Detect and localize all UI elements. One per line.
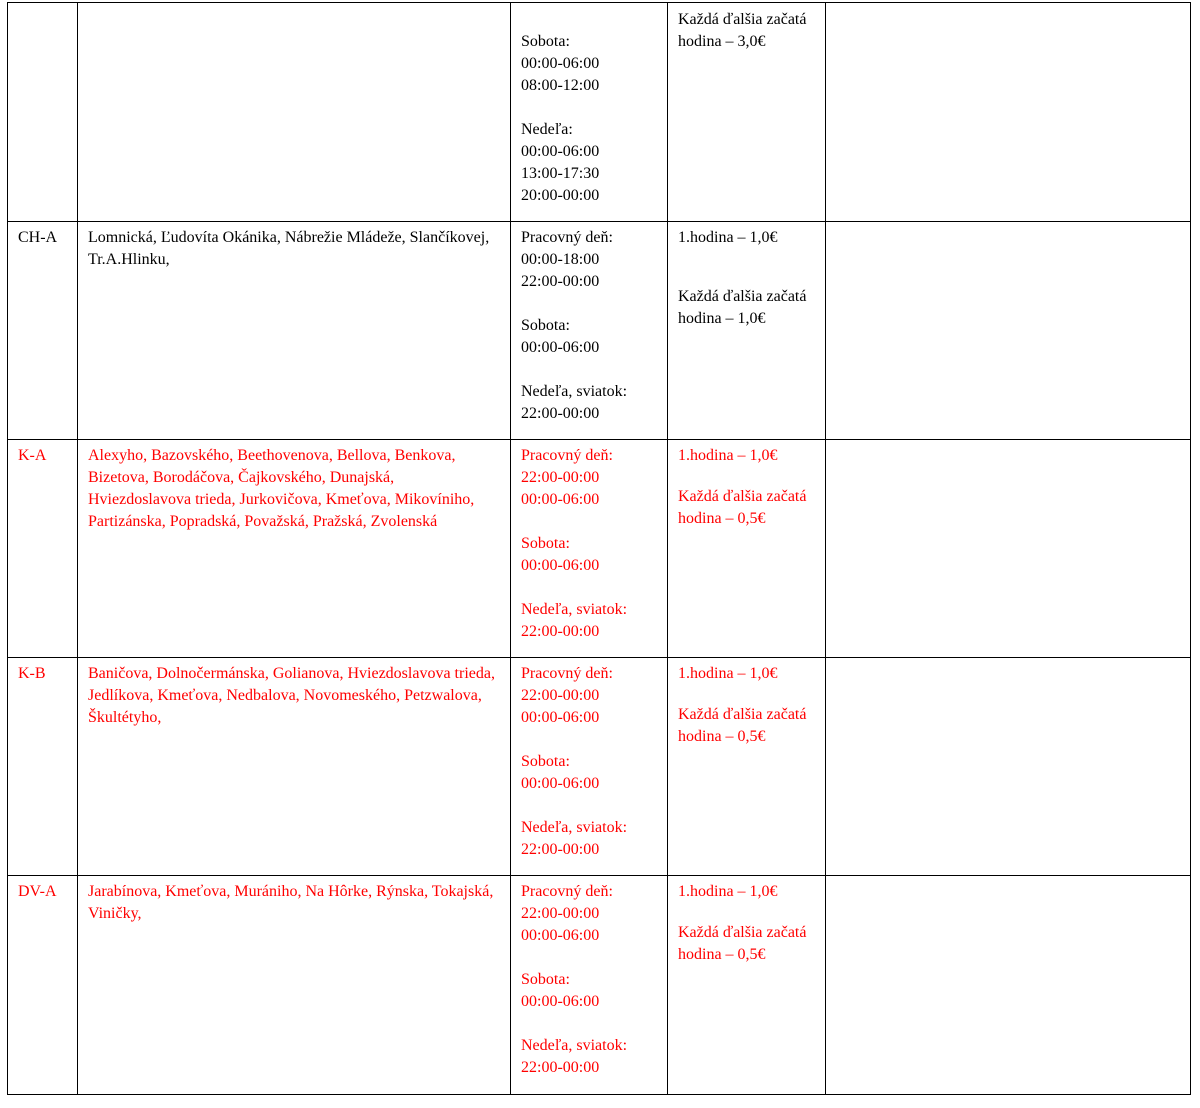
zone-code-cell: [8, 876, 78, 1095]
sunday-interval: 22:00-00:00: [521, 405, 600, 422]
saturday-label: Sobota:: [521, 317, 570, 334]
table-row: [8, 658, 1191, 876]
weekday-label: Pracovný deň:: [521, 665, 613, 682]
zone-code-cell: [8, 440, 78, 658]
empty-cell: [826, 876, 1191, 1095]
saturday-interval: 00:00-06:00: [521, 339, 600, 356]
price-first-hour: 1.hodina – 1,0€: [678, 665, 778, 682]
streets-cell: [78, 222, 511, 440]
weekday-label: Pracovný deň:: [521, 229, 613, 246]
empty-cell: [826, 440, 1191, 658]
table-row: [8, 3, 1191, 222]
saturday-interval: 00:00-06:00: [521, 557, 600, 574]
weekday-label: Pracovný deň:: [521, 447, 613, 464]
price-next-hours: Každá ďalšia začatá hodina – 1,0€: [678, 288, 807, 327]
weekday-interval: 00:00-06:00: [521, 927, 600, 944]
empty-cell: [826, 3, 1191, 222]
street-list: Jarabínova, Kmeťova, Murániho, Na Hôrke, Rýnska, Tokajská, Viničky,: [88, 883, 494, 922]
price-first-hour: 1.hodina – 1,0€: [678, 229, 778, 246]
table-row: [8, 222, 1191, 440]
saturday-interval: 00:00-06:00: [521, 55, 600, 72]
price-cell: [668, 876, 826, 1095]
weekday-interval: 22:00-00:00: [521, 687, 600, 704]
zone-code: DV-A: [18, 883, 57, 900]
saturday-interval: 08:00-12:00: [521, 77, 600, 94]
time-cell: [511, 440, 668, 658]
time-cell: [511, 658, 668, 876]
street-list: Baničova, Dolnočermánska, Golianova, Hviezdoslavova trieda, Jedlíkova, Kmeťova, Nedbalova, Novomeského, Petzwalova, Škultétyho,: [88, 665, 495, 726]
weekday-interval: 00:00-06:00: [521, 491, 600, 508]
street-list: Lomnická, Ľudovíta Okánika, Nábrežie Mládeže, Slančíkovej, Tr.A.Hlinku,: [88, 229, 490, 268]
sunday-label: Nedeľa, sviatok:: [521, 819, 628, 836]
streets-cell: [78, 440, 511, 658]
price-next-hours: Každá ďalšia začatá hodina – 3,0€: [678, 11, 807, 50]
sunday-interval: 22:00-00:00: [521, 841, 600, 858]
streets-cell: [78, 876, 511, 1095]
price-cell: [668, 440, 826, 658]
price-next-hours: Každá ďalšia začatá hodina – 0,5€: [678, 706, 807, 745]
saturday-label: Sobota:: [521, 33, 570, 50]
sunday-interval: 22:00-00:00: [521, 1059, 600, 1076]
sunday-interval: 20:00-00:00: [521, 187, 600, 204]
zone-code-cell: [8, 222, 78, 440]
street-list: Alexyho, Bazovského, Beethovenova, Bellova, Benkova, Bizetova, Borodáčova, Čajkovského, Dunajská, Hviezdoslavova trieda, Jurkovičova, Kmeťova, Mikovíniho, Partizánska, Popradská, Považská, Pražská, Zvolenská: [88, 447, 475, 530]
sunday-label: Nedeľa:: [521, 121, 573, 138]
zone-code: K-B: [18, 665, 46, 682]
time-cell: [511, 876, 668, 1095]
price-first-hour: 1.hodina – 1,0€: [678, 447, 778, 464]
weekday-interval: 00:00-06:00: [521, 709, 600, 726]
streets-cell: [78, 658, 511, 876]
empty-cell: [826, 222, 1191, 440]
zone-code-cell: [8, 658, 78, 876]
price-next-hours: Každá ďalšia začatá hodina – 0,5€: [678, 924, 807, 963]
sunday-interval: 22:00-00:00: [521, 623, 600, 640]
price-cell: [668, 3, 826, 222]
weekday-label: Pracovný deň:: [521, 883, 613, 900]
streets-cell: [78, 3, 511, 222]
zone-code-cell: [8, 3, 78, 222]
sunday-label: Nedeľa, sviatok:: [521, 1037, 628, 1054]
saturday-interval: 00:00-06:00: [521, 775, 600, 792]
price-first-hour: 1.hodina – 1,0€: [678, 883, 778, 900]
weekday-interval: 22:00-00:00: [521, 905, 600, 922]
zone-code: CH-A: [18, 229, 58, 246]
price-cell: [668, 658, 826, 876]
time-cell: [511, 3, 668, 222]
weekday-interval: 00:00-18:00: [521, 251, 600, 268]
empty-cell: [826, 658, 1191, 876]
zone-code: K-A: [18, 447, 47, 464]
parking-zones-table: [7, 2, 1191, 1095]
saturday-label: Sobota:: [521, 535, 570, 552]
table-row: [8, 440, 1191, 658]
saturday-label: Sobota:: [521, 753, 570, 770]
time-cell: [511, 222, 668, 440]
price-next-hours: Každá ďalšia začatá hodina – 0,5€: [678, 488, 807, 527]
table-row: [8, 876, 1191, 1095]
saturday-label: Sobota:: [521, 971, 570, 988]
price-cell: [668, 222, 826, 440]
weekday-interval: 22:00-00:00: [521, 469, 600, 486]
sunday-interval: 00:00-06:00: [521, 143, 600, 160]
weekday-interval: 22:00-00:00: [521, 273, 600, 290]
sunday-label: Nedeľa, sviatok:: [521, 383, 628, 400]
saturday-interval: 00:00-06:00: [521, 993, 600, 1010]
sunday-interval: 13:00-17:30: [521, 165, 600, 182]
sunday-label: Nedeľa, sviatok:: [521, 601, 628, 618]
